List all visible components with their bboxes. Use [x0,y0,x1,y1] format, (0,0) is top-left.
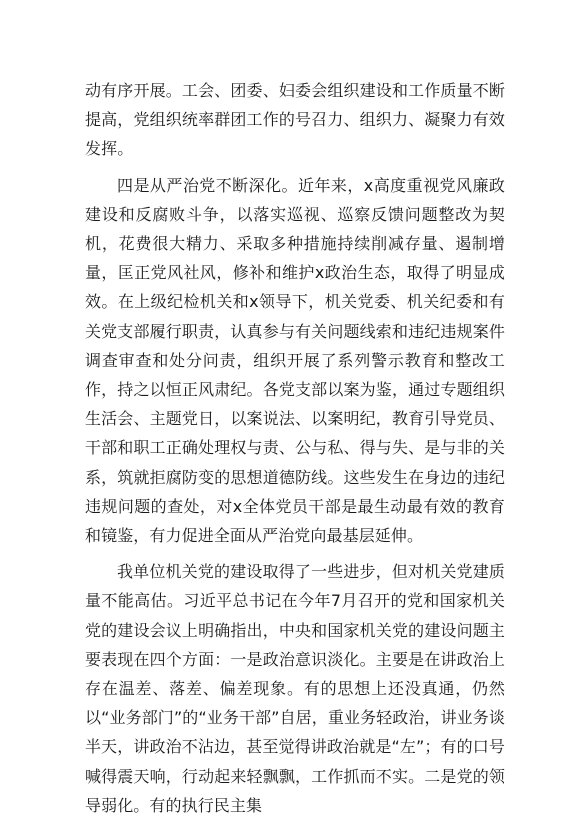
paragraph-party-building-assessment: 我单位机关党的建设取得了一些进步，但对机关党建质量不能高估。习近平总书记在今年7月召开的党和国家机关党的建设会议上明确指出，中央和国家机关党的建设问题主要表现在四个方面：一是政治意识淡化。主要是在讲政治上存在温差、落差、偏差现象。有的思想上还没真通，仍然以“业务部门”的“业务干部”自居，重业务轻政治，讲业务谈半天，讲政治不沾边，甚至觉得讲政治就是“左”；有的口号喊得震天响，行动起来轻飘飘，工作抓而不实。二是党的领导弱化。有的执行民主集 [85,562,505,815]
paragraph-gap [85,550,505,557]
paragraph-continuation: 动有序开展。工会、团委、妇委会组织建设和工作质量不断提高，党组织统率群团工作的号召力、组织力、凝聚力有效发挥。 [85,81,505,159]
paragraph-gap [85,164,505,171]
document-body [85,76,505,820]
paragraph-strict-party-governance: 四是从严治党不断深化。近年来，x高度重视党风廉政建设和反腐败斗争，以落实巡视、巡察反馈问题整改为契机，花费很大精力、采取多种措施持续削减存量、遏制增量，匡正党风社风，修补和维护x政治生态，取得了明显成效。在上级纪检机关和x领导下，机关党委、机关纪委和有关党支部履行职责，认真参与有关问题线索和违纪违规案件调查审查和处分问责，组织开展了系列警示教育和整改工作，持之以恒正风肃纪。各党支部以案为鉴，通过专题组织生活会、主题党日，以案说法、以案明纪，教育引导党员、干部和职工正确处理权与责、公与私、得与失、是与非的关系，筑就拒腐防变的思想道德防线。这些发生在身边的违纪违规问题的查处，对x全体党员干部是最生动最有效的教育和镜鉴，有力促进全面从严治党向最基层延伸。 [85,175,505,546]
